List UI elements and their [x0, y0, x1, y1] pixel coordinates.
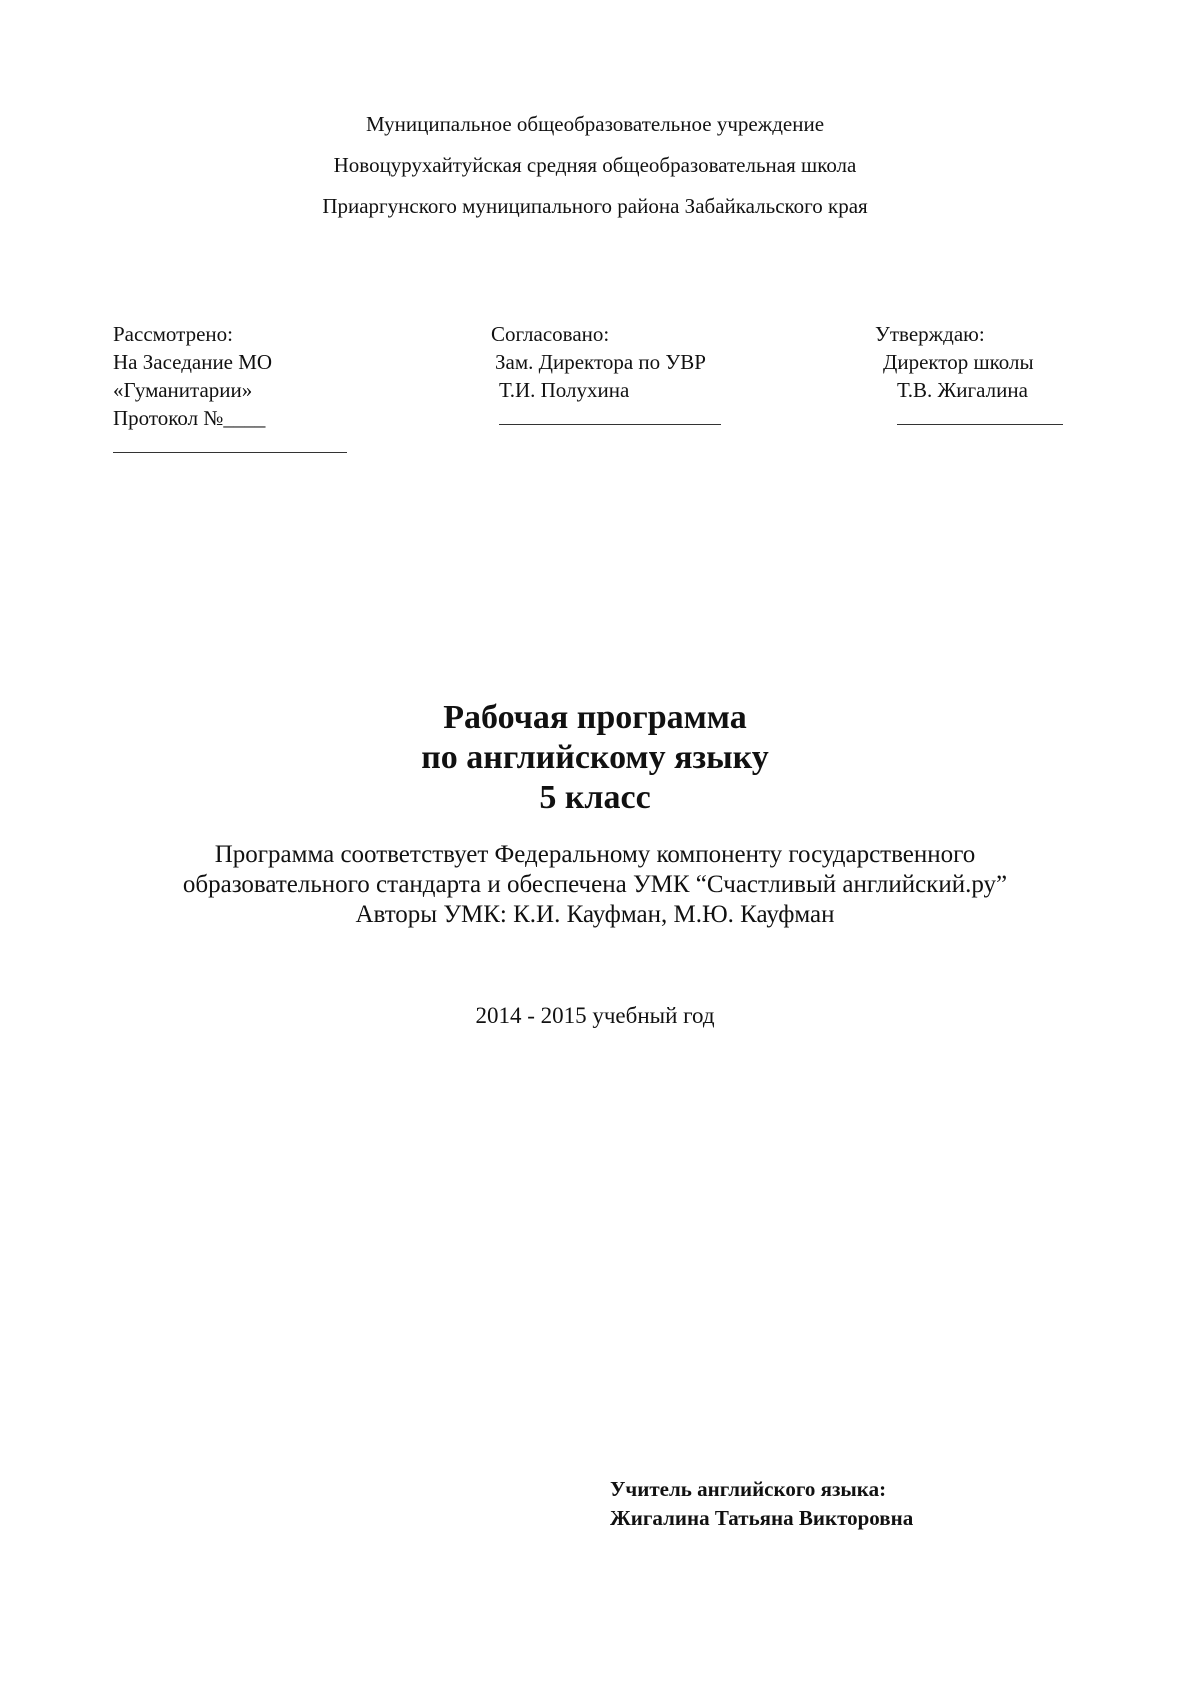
- reviewed-group: «Гуманитарии»: [113, 378, 253, 402]
- institution-type: Муниципальное общеобразовательное учреждение: [365, 112, 825, 136]
- title-line-2: по английскому языку: [421, 739, 769, 776]
- teacher-info: [610, 1475, 913, 1533]
- reviewed-signature-line: [113, 434, 347, 453]
- title-line-1: Рабочая программа: [443, 699, 747, 736]
- title-line-3: 5 класс: [539, 779, 651, 816]
- agreed-signature-line: [499, 406, 721, 425]
- approval-approved: [875, 320, 1063, 432]
- approved-position: Директор школы: [883, 350, 1034, 374]
- document-title: [0, 698, 1190, 818]
- agreed-label: Согласовано:: [491, 322, 610, 346]
- approval-agreed: [491, 320, 721, 432]
- teacher-name: Жигалина Татьяна Викторовна: [610, 1506, 914, 1530]
- approval-reviewed: [113, 320, 347, 460]
- reviewed-meeting: На Заседание МО: [113, 350, 273, 374]
- approved-label: Утверждаю:: [875, 322, 985, 346]
- reviewed-label: Рассмотрено:: [113, 322, 233, 346]
- district-name: Приаргунского муниципального района Забайкальского края: [322, 194, 868, 218]
- reviewed-protocol: Протокол №____: [113, 406, 266, 430]
- description-line-3: Авторы УМК: К.И. Кауфман, М.Ю. Кауфман: [355, 901, 835, 928]
- agreed-name: Т.И. Полухина: [499, 378, 630, 402]
- teacher-role: Учитель английского языка:: [610, 1477, 887, 1501]
- academic-year: 2014 - 2015 учебный год: [475, 1003, 715, 1028]
- description-line-2: образовательного стандарта и обеспечена УМК “Счастливый английский.ру”: [182, 871, 1008, 898]
- description-line-1: Программа соответствует Федеральному компоненту государственного: [214, 841, 976, 868]
- program-description: [0, 840, 1190, 930]
- school-name: Новоцурухайтуйская средняя общеобразовательная школа: [333, 153, 857, 177]
- approved-signature-line: [897, 406, 1063, 425]
- agreed-position: Зам. Директора по УВР: [495, 350, 706, 374]
- approved-name: Т.В. Жигалина: [897, 378, 1028, 402]
